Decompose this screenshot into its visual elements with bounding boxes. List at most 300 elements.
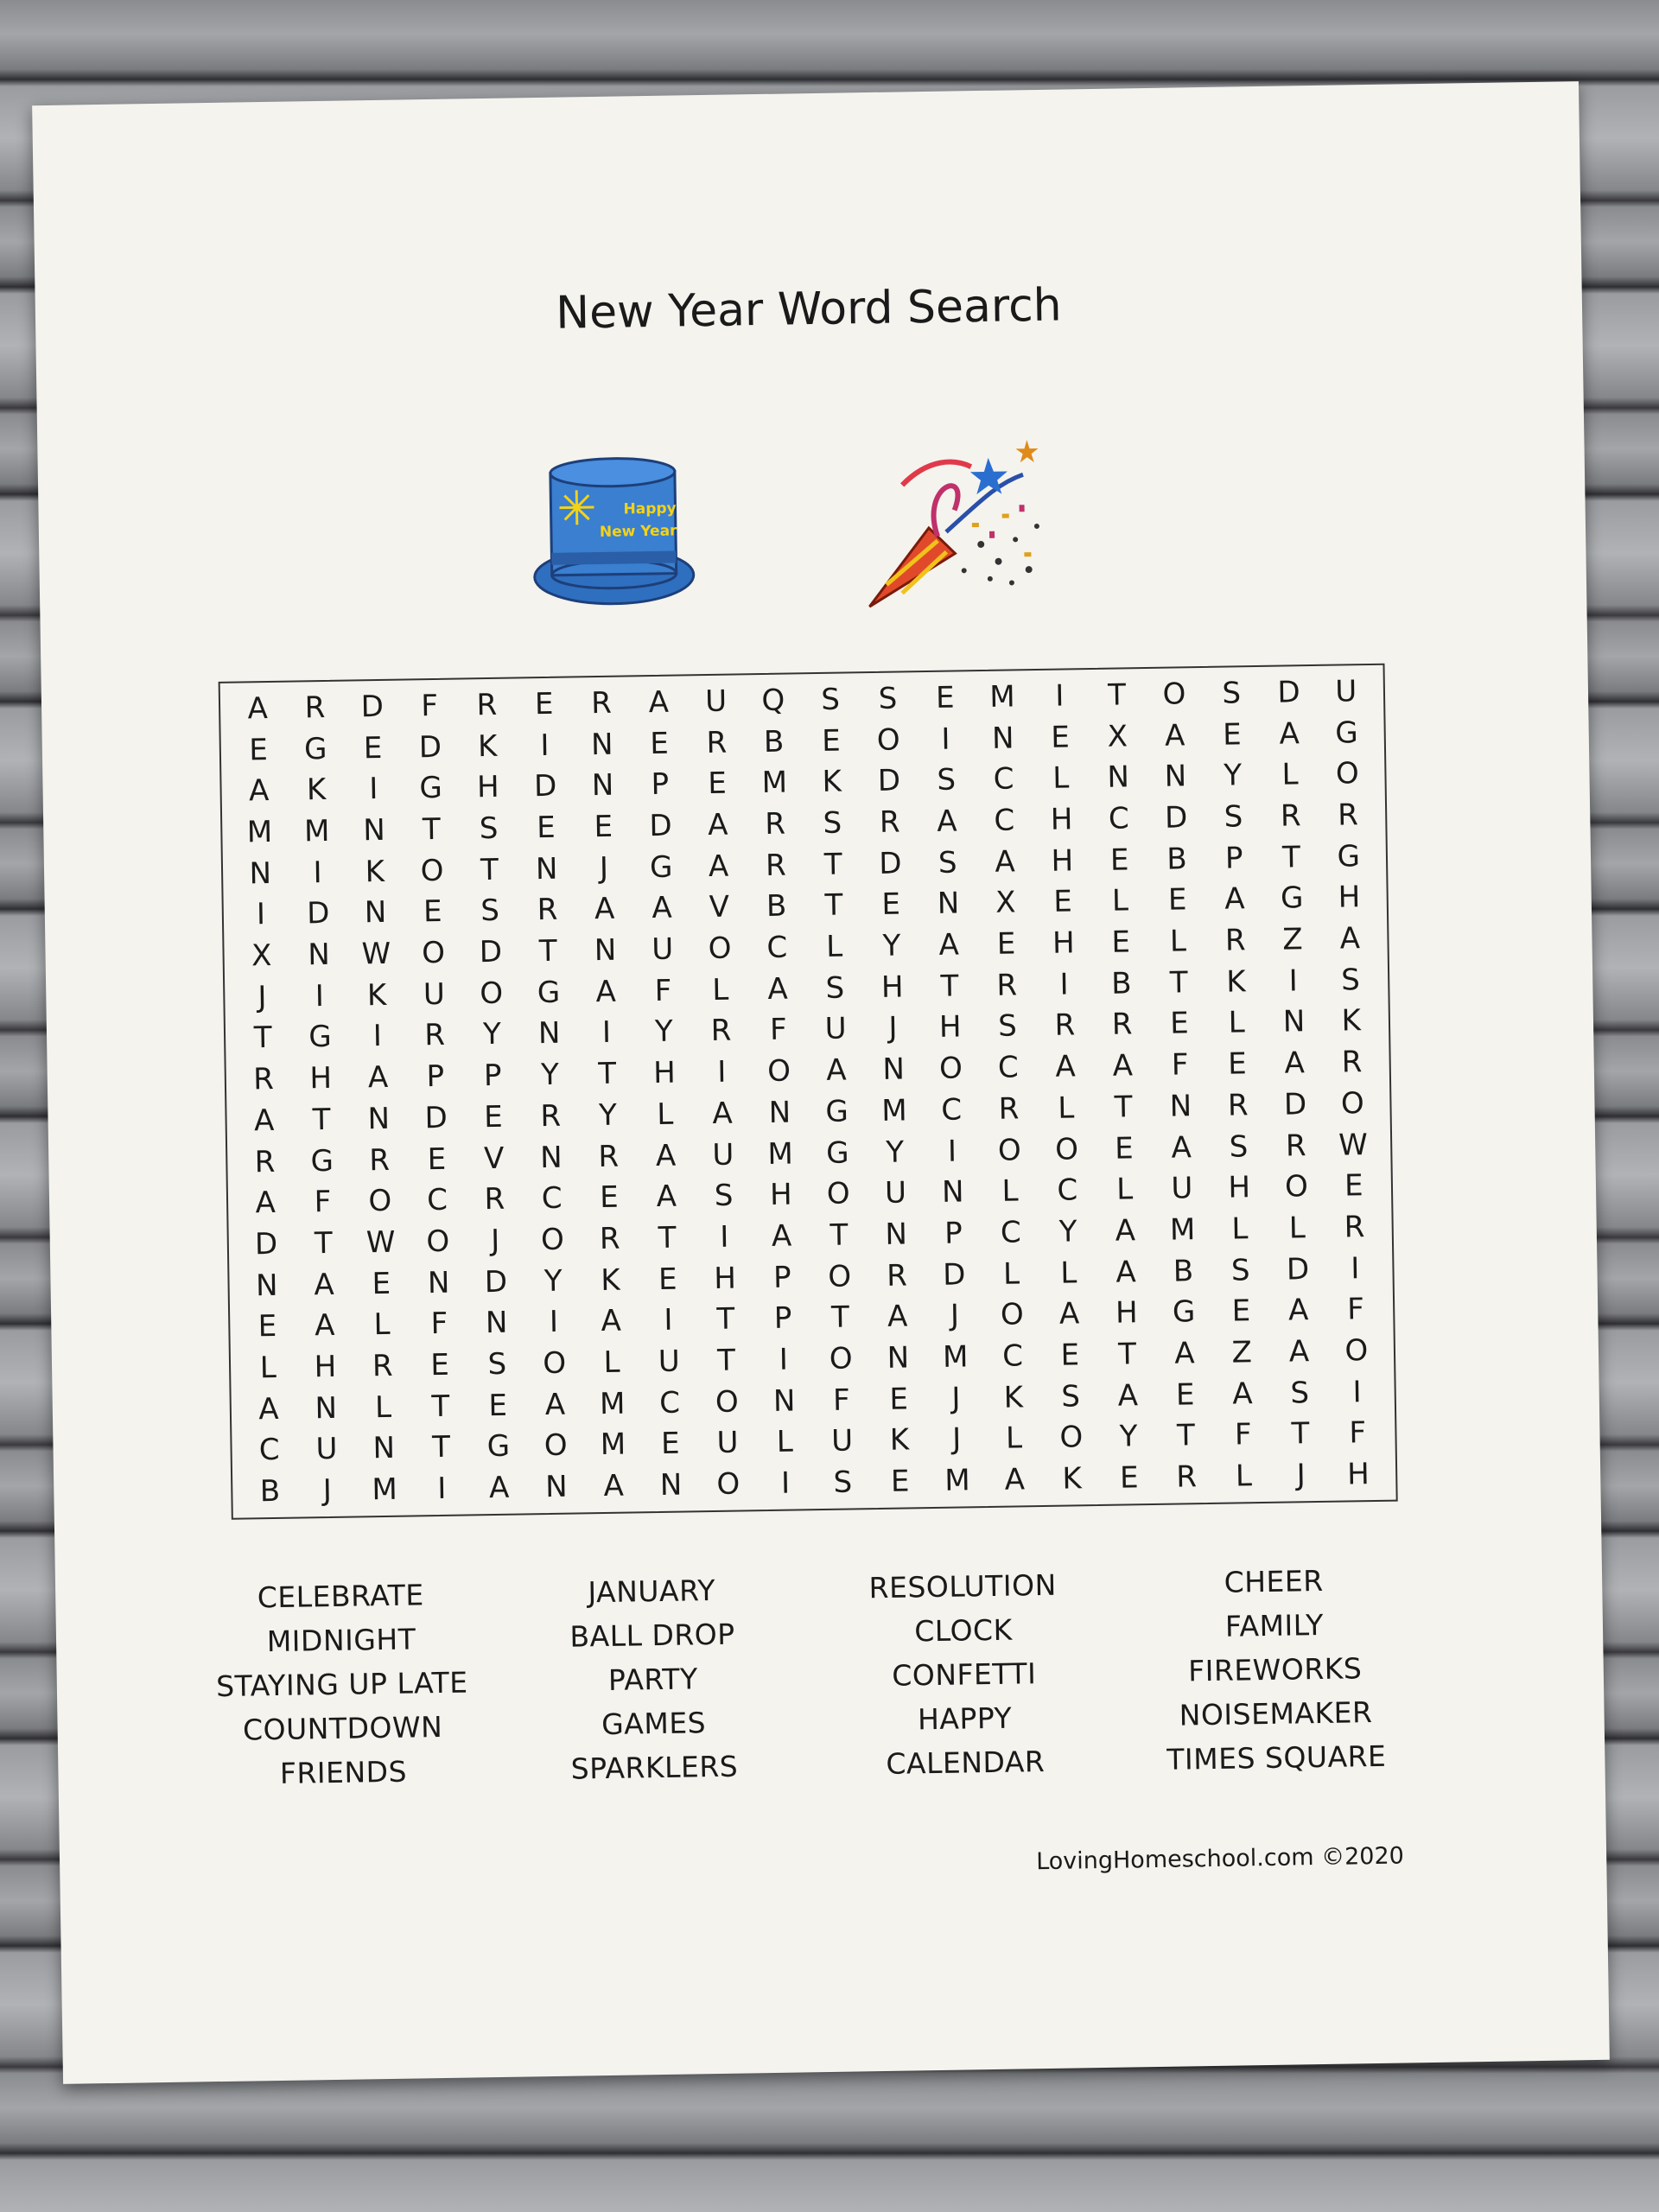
grid-letter: A bbox=[648, 684, 670, 720]
grid-letter: L bbox=[1116, 1172, 1134, 1207]
grid-letter: S bbox=[1224, 799, 1243, 835]
grid-letter: F bbox=[654, 973, 672, 1008]
grid-letter: U bbox=[315, 1432, 338, 1467]
grid-letter: N bbox=[885, 1217, 908, 1252]
grid-letter: K bbox=[477, 728, 498, 764]
grid-letter: A bbox=[255, 1185, 276, 1221]
grid-letter: O bbox=[766, 1053, 791, 1090]
grid-letter: F bbox=[1234, 1417, 1252, 1452]
word-item: TIMES SQUARE bbox=[1166, 1738, 1387, 1777]
grid-letter: O bbox=[1335, 756, 1359, 791]
grid-letter: K bbox=[601, 1262, 620, 1298]
grid-letter: A bbox=[594, 892, 615, 927]
grid-letter: P bbox=[651, 766, 670, 803]
grid-letter: L bbox=[1005, 1421, 1023, 1457]
grid-letter: C bbox=[1108, 801, 1130, 836]
grid-letter: R bbox=[1176, 1459, 1198, 1495]
grid-letter: T bbox=[480, 852, 499, 887]
grid-letter: K bbox=[1226, 964, 1246, 1000]
grid-letter: O bbox=[938, 1051, 963, 1086]
grid-letter: W bbox=[1338, 1127, 1369, 1163]
word-item: BALL DROP bbox=[569, 1617, 735, 1654]
grid-letter: O bbox=[426, 1224, 450, 1260]
grid-letter: F bbox=[430, 1306, 448, 1342]
grid-letter: D bbox=[424, 1100, 448, 1136]
grid-letter: U bbox=[824, 1011, 847, 1047]
grid-letter: U bbox=[1171, 1171, 1193, 1206]
hat-text-line2: New Year bbox=[599, 522, 677, 541]
word-item: CELEBRATE bbox=[257, 1578, 424, 1615]
grid-letter: M bbox=[1169, 1212, 1196, 1248]
grid-letter: T bbox=[658, 1220, 677, 1255]
grid-letter: A bbox=[488, 1470, 510, 1506]
grid-letter: K bbox=[366, 977, 387, 1013]
grid-letter: E bbox=[1060, 1338, 1080, 1373]
grid-letter: S bbox=[487, 1346, 507, 1382]
grid-letter: K bbox=[1341, 1003, 1362, 1039]
grid-letter: A bbox=[1004, 1462, 1026, 1497]
grid-letter: N bbox=[544, 1469, 568, 1505]
grid-letter: L bbox=[1111, 883, 1129, 919]
grid-letter: R bbox=[1111, 1007, 1133, 1043]
grid-letter: H bbox=[1338, 880, 1361, 915]
grid-letter: C bbox=[258, 1433, 280, 1468]
grid-letter: O bbox=[1340, 1085, 1364, 1122]
grid-letter: A bbox=[1287, 1293, 1309, 1328]
grid-letter: R bbox=[537, 893, 558, 928]
grid-letter: A bbox=[655, 1138, 677, 1173]
grid-letter: L bbox=[1058, 1090, 1075, 1126]
grid-letter: G bbox=[825, 1094, 849, 1129]
grid-letter: E bbox=[599, 1179, 620, 1216]
grid-letter: J bbox=[1296, 1458, 1306, 1493]
grid-letter: K bbox=[306, 772, 327, 808]
grid-letter: N bbox=[659, 1467, 683, 1503]
grid-letter: N bbox=[991, 720, 1014, 756]
grid-letter: S bbox=[825, 970, 845, 1006]
grid-letter: C bbox=[766, 930, 788, 965]
grid-letter: H bbox=[880, 969, 904, 1005]
grid-letter: O bbox=[479, 976, 504, 1011]
grid-letter: I bbox=[1352, 1374, 1362, 1410]
grid-letter: F bbox=[1346, 1292, 1365, 1327]
grid-letter: E bbox=[1109, 842, 1129, 878]
grid-letter: A bbox=[1164, 717, 1185, 753]
grid-letter: E bbox=[534, 686, 554, 721]
grid-letter: A bbox=[1055, 1049, 1077, 1084]
grid-letter: H bbox=[314, 1349, 337, 1385]
grid-letter: N bbox=[772, 1383, 796, 1419]
grid-letter: D bbox=[533, 768, 557, 804]
grid-letter: I bbox=[664, 1303, 673, 1338]
grid-letter: L bbox=[1169, 924, 1187, 959]
grid-letter: F bbox=[1349, 1415, 1367, 1451]
grid-letter: A bbox=[712, 1096, 734, 1131]
word-column-3 bbox=[807, 1562, 1122, 1792]
word-item: JANUARY bbox=[588, 1573, 716, 1610]
grid-letter: S bbox=[1340, 962, 1361, 998]
grid-letter: R bbox=[423, 1018, 446, 1053]
grid-letter: Z bbox=[1282, 922, 1303, 957]
grid-letter: D bbox=[649, 808, 672, 844]
grid-letter: I bbox=[1059, 967, 1069, 1002]
grid-letter: E bbox=[889, 1382, 909, 1417]
grid-letter: E bbox=[1169, 1006, 1189, 1042]
grid-letter: E bbox=[1231, 1294, 1251, 1329]
grid-letter: K bbox=[889, 1422, 910, 1459]
grid-letter: E bbox=[821, 723, 841, 759]
grid-letter: R bbox=[599, 1221, 620, 1256]
grid-letter: E bbox=[430, 1347, 450, 1383]
grid-letter: M bbox=[372, 1471, 398, 1508]
grid-letter: L bbox=[657, 1096, 674, 1132]
grid-letter: D bbox=[1283, 1087, 1307, 1122]
grid-letter: L bbox=[603, 1344, 620, 1381]
grid-letter: T bbox=[1117, 1337, 1137, 1372]
grid-letter: M bbox=[989, 679, 1016, 715]
grid-letter: A bbox=[1058, 1296, 1080, 1332]
grid-letter: C bbox=[1000, 1215, 1021, 1250]
grid-letter: X bbox=[1107, 718, 1128, 754]
grid-letter: Y bbox=[543, 1263, 563, 1299]
grid-letter: P bbox=[773, 1300, 792, 1337]
grid-letter: U bbox=[1335, 674, 1357, 709]
grid-letter: M bbox=[942, 1339, 969, 1375]
grid-letter: D bbox=[254, 1226, 278, 1262]
grid-letter: E bbox=[1175, 1376, 1195, 1413]
grid-letter: E bbox=[1344, 1168, 1363, 1204]
grid-letter: E bbox=[1111, 925, 1131, 960]
grid-letter: E bbox=[423, 894, 442, 930]
grid-letter: O bbox=[826, 1176, 850, 1212]
grid-letter: O bbox=[1284, 1169, 1309, 1205]
grid-letter: M bbox=[246, 814, 273, 850]
grid-letter: R bbox=[368, 1142, 391, 1178]
grid-letter: Y bbox=[1119, 1419, 1138, 1455]
grid-letter: S bbox=[1290, 1375, 1310, 1411]
grid-letter: A bbox=[656, 1179, 677, 1215]
grid-letter: C bbox=[941, 1092, 963, 1128]
grid-letter: E bbox=[1053, 884, 1073, 920]
word-item: FRIENDS bbox=[279, 1754, 408, 1790]
grid-letter: A bbox=[1171, 1129, 1192, 1166]
grid-letter: I bbox=[601, 1015, 612, 1051]
grid-letter: A bbox=[707, 807, 728, 842]
grid-letter: H bbox=[309, 1061, 333, 1096]
word-item: NOISEMAKER bbox=[1179, 1695, 1373, 1732]
grid-letter: C bbox=[997, 1050, 1019, 1085]
grid-letter: T bbox=[1176, 1418, 1196, 1454]
grid-letter: S bbox=[1229, 1128, 1249, 1165]
grid-letter: A bbox=[1224, 881, 1245, 917]
grid-letter: F bbox=[1171, 1047, 1189, 1083]
grid-letter: T bbox=[431, 1430, 451, 1465]
grid-letter: R bbox=[1224, 923, 1246, 958]
grid-letter: B bbox=[766, 888, 787, 925]
grid-letter: N bbox=[363, 812, 386, 849]
grid-letter: T bbox=[1291, 1416, 1310, 1452]
grid-letter: O bbox=[876, 722, 900, 758]
grid-letter: P bbox=[1224, 840, 1243, 876]
word-item: SPARKLERS bbox=[570, 1749, 739, 1786]
grid-letter: E bbox=[1051, 719, 1071, 755]
grid-letter: N bbox=[367, 1101, 391, 1137]
grid-letter: R bbox=[540, 1098, 562, 1134]
grid-letter: R bbox=[765, 806, 786, 842]
grid-letter: A bbox=[1288, 1334, 1310, 1370]
grid-letter: O bbox=[543, 1428, 568, 1464]
grid-letter: N bbox=[308, 937, 331, 973]
grid-letter: X bbox=[995, 885, 1016, 921]
grid-letter: P bbox=[772, 1260, 791, 1295]
grid-letter: O bbox=[1162, 677, 1186, 712]
grid-letter: I bbox=[372, 1019, 383, 1054]
grid-letter: R bbox=[254, 1144, 276, 1179]
grid-letter: B bbox=[1110, 966, 1132, 1001]
grid-letter: E bbox=[536, 810, 556, 846]
grid-letter: N bbox=[594, 932, 617, 969]
grid-letter: J bbox=[490, 1223, 500, 1258]
grid-letter: I bbox=[779, 1342, 789, 1377]
grid-letter: I bbox=[941, 721, 950, 757]
grid-letter: M bbox=[599, 1386, 626, 1421]
grid-letter: Y bbox=[540, 1057, 560, 1093]
grid-letter: H bbox=[938, 1009, 962, 1046]
grid-letter: J bbox=[599, 850, 609, 886]
grid-letter: R bbox=[476, 687, 498, 723]
grid-letter: S bbox=[878, 681, 898, 716]
grid-letter: T bbox=[940, 969, 959, 1004]
grid-letter: V bbox=[709, 889, 730, 925]
word-item: RESOLUTION bbox=[868, 1567, 1058, 1605]
grid-letter: X bbox=[251, 938, 272, 974]
grid-letter: T bbox=[431, 1389, 450, 1424]
grid-letter: T bbox=[1114, 1090, 1133, 1125]
grid-letter: S bbox=[937, 762, 957, 798]
word-item: HAPPY bbox=[917, 1700, 1013, 1737]
grid-letter: R bbox=[710, 1014, 732, 1049]
grid-letter: Y bbox=[882, 928, 901, 963]
hat-text-line1: Happy bbox=[623, 499, 677, 518]
grid-letter: E bbox=[483, 1099, 503, 1135]
grid-letter: J bbox=[888, 1011, 898, 1046]
grid-letter: F bbox=[421, 688, 439, 724]
grid-letter: E bbox=[890, 1464, 910, 1499]
word-item: GAMES bbox=[601, 1706, 707, 1742]
word-column-4 bbox=[1118, 1557, 1433, 1787]
grid-letter: A bbox=[887, 1299, 908, 1335]
grid-letter: P bbox=[944, 1216, 963, 1251]
word-item: CONFETTI bbox=[891, 1656, 1037, 1693]
grid-letter: I bbox=[719, 1219, 729, 1255]
grid-letter: N bbox=[882, 1052, 906, 1088]
grid-letter: G bbox=[1335, 715, 1359, 751]
grid-letter: T bbox=[422, 811, 442, 848]
grid-letter: T bbox=[716, 1343, 736, 1378]
grid-letter: I bbox=[315, 978, 325, 1014]
grid-letter: S bbox=[938, 845, 957, 880]
grid-letter: R bbox=[598, 1139, 620, 1174]
word-item: COUNTDOWN bbox=[242, 1709, 443, 1747]
grid-letter: K bbox=[1003, 1380, 1024, 1415]
grid-letter: O bbox=[540, 1222, 565, 1258]
grid-letter: C bbox=[1001, 1338, 1024, 1374]
grid-letter: Y bbox=[654, 1014, 673, 1050]
grid-letter: R bbox=[1054, 1007, 1076, 1044]
grid-letter: U bbox=[712, 1137, 734, 1173]
grid-letter: S bbox=[821, 682, 841, 717]
grid-letter: Q bbox=[761, 683, 785, 718]
grid-letter: Y bbox=[1058, 1214, 1077, 1249]
grid-letter: R bbox=[1227, 1088, 1249, 1123]
grid-letter: R bbox=[1337, 798, 1359, 833]
grid-letter: T bbox=[314, 1225, 333, 1262]
grid-letter: B bbox=[1166, 841, 1187, 877]
grid-letter: A bbox=[1232, 1376, 1253, 1412]
grid-letter: M bbox=[303, 813, 330, 849]
grid-letter: L bbox=[259, 1350, 277, 1386]
grid-letter: E bbox=[1227, 1046, 1248, 1082]
grid-letter: L bbox=[1235, 1459, 1253, 1494]
grid-letter: L bbox=[1228, 1005, 1246, 1041]
grid-letter: A bbox=[1339, 921, 1361, 957]
grid-letter: R bbox=[484, 1181, 505, 1217]
grid-letter: R bbox=[886, 1258, 908, 1294]
grid-letter: S bbox=[480, 893, 500, 929]
grid-letter: A bbox=[1284, 1046, 1306, 1081]
grid-letter: D bbox=[306, 896, 330, 931]
grid-letter: A bbox=[1173, 1336, 1195, 1371]
grid-letter: R bbox=[1280, 798, 1301, 834]
grid-letter: A bbox=[652, 891, 672, 926]
grid-letter: O bbox=[543, 1345, 567, 1382]
word-column-1 bbox=[185, 1572, 499, 1802]
word-column-2 bbox=[496, 1567, 810, 1796]
word-list bbox=[185, 1557, 1433, 1802]
grid-letter: B bbox=[763, 724, 785, 760]
grid-letter: A bbox=[601, 1304, 622, 1339]
grid-letter: A bbox=[938, 927, 960, 963]
word-item: STAYING UP LATE bbox=[215, 1665, 468, 1704]
grid-letter: J bbox=[950, 1298, 960, 1334]
grid-letter: K bbox=[1062, 1461, 1083, 1497]
grid-letter: N bbox=[941, 1174, 964, 1211]
grid-letter: S bbox=[1230, 1252, 1250, 1288]
grid-letter: G bbox=[649, 849, 673, 885]
grid-letter: C bbox=[658, 1385, 681, 1421]
grid-letter: I bbox=[540, 728, 550, 763]
grid-letter: V bbox=[483, 1141, 505, 1176]
grid-letter: L bbox=[1231, 1211, 1249, 1247]
grid-letter: M bbox=[767, 1136, 794, 1172]
grid-letter: A bbox=[825, 1052, 847, 1089]
grid-letter: N bbox=[768, 1095, 791, 1130]
grid-letter: O bbox=[829, 1341, 853, 1376]
grid-letter: A bbox=[995, 844, 1015, 880]
grid-letter: L bbox=[1052, 760, 1070, 796]
word-item: CHEER bbox=[1224, 1563, 1324, 1599]
grid-letter: L bbox=[776, 1424, 794, 1460]
grid-letter: K bbox=[822, 764, 842, 800]
grid-letter: I bbox=[369, 772, 378, 807]
grid-letter: Y bbox=[1224, 758, 1243, 793]
grid-letter: Y bbox=[598, 1097, 618, 1133]
grid-letter: B bbox=[259, 1474, 281, 1510]
grid-letter: I bbox=[1055, 678, 1065, 714]
grid-letter: A bbox=[937, 804, 957, 839]
grid-letter: M bbox=[880, 1093, 907, 1128]
grid-letter: U bbox=[884, 1175, 907, 1211]
grid-letter: D bbox=[879, 846, 902, 881]
grid-letter: O bbox=[421, 935, 446, 971]
grid-letter: U bbox=[830, 1423, 854, 1459]
grid-letter: A bbox=[1279, 715, 1300, 752]
grid-letter: T bbox=[253, 1020, 272, 1056]
grid-letter: A bbox=[258, 1391, 279, 1427]
grid-letter: D bbox=[1164, 800, 1188, 836]
grid-letter: G bbox=[303, 731, 327, 766]
grid-letter: F bbox=[769, 1013, 787, 1048]
grid-letter: S bbox=[997, 1008, 1018, 1045]
grid-letter: G bbox=[486, 1429, 511, 1465]
grid-letter: G bbox=[825, 1135, 849, 1171]
grid-letter: L bbox=[1060, 1255, 1077, 1291]
grid-letter: D bbox=[360, 689, 385, 725]
grid-letter: E bbox=[257, 1309, 277, 1344]
grid-letter: A bbox=[1116, 1254, 1137, 1290]
grid-letter: S bbox=[823, 805, 842, 841]
grid-letter: R bbox=[252, 1062, 275, 1097]
grid-letter: C bbox=[426, 1183, 448, 1218]
word-item: PARTY bbox=[607, 1662, 698, 1697]
grid-letter: E bbox=[935, 680, 955, 715]
grid-letter: A bbox=[544, 1387, 566, 1422]
grid-letter: H bbox=[713, 1261, 737, 1296]
word-item: FAMILY bbox=[1224, 1607, 1325, 1643]
grid-letter: L bbox=[373, 1307, 391, 1343]
word-item: CLOCK bbox=[913, 1612, 1013, 1649]
grid-letter: U bbox=[716, 1425, 739, 1461]
grid-letter: N bbox=[364, 895, 387, 931]
grid-letter: L bbox=[825, 929, 843, 964]
word-item: FIREWORKS bbox=[1187, 1651, 1363, 1688]
grid-letter: M bbox=[761, 765, 788, 801]
grid-letter: E bbox=[658, 1262, 677, 1297]
grid-letter: N bbox=[537, 1016, 561, 1052]
grid-letter: U bbox=[423, 976, 446, 1012]
worksheet-paper bbox=[32, 81, 1610, 2084]
grid-letter: I bbox=[716, 1054, 727, 1090]
grid-letter: U bbox=[652, 931, 674, 968]
grid-letter: N bbox=[937, 886, 960, 922]
grid-letter: A bbox=[1117, 1378, 1139, 1414]
grid-letter: H bbox=[769, 1177, 792, 1213]
grid-letter: R bbox=[1285, 1128, 1306, 1164]
grid-letter: E bbox=[594, 809, 613, 845]
grid-letter: R bbox=[765, 848, 787, 883]
grid-letter: N bbox=[887, 1340, 910, 1376]
grid-letter: D bbox=[484, 1264, 508, 1300]
grid-letter: W bbox=[365, 1224, 396, 1261]
grid-letter: A bbox=[248, 773, 270, 809]
grid-letter: C bbox=[1057, 1173, 1078, 1208]
grid-letter: N bbox=[315, 1390, 338, 1426]
grid-letter: E bbox=[1114, 1130, 1134, 1166]
grid-letter: G bbox=[1172, 1294, 1196, 1330]
grid-letter: R bbox=[1341, 1045, 1363, 1080]
grid-letter: A bbox=[314, 1308, 335, 1344]
grid-letter: T bbox=[312, 1102, 331, 1138]
